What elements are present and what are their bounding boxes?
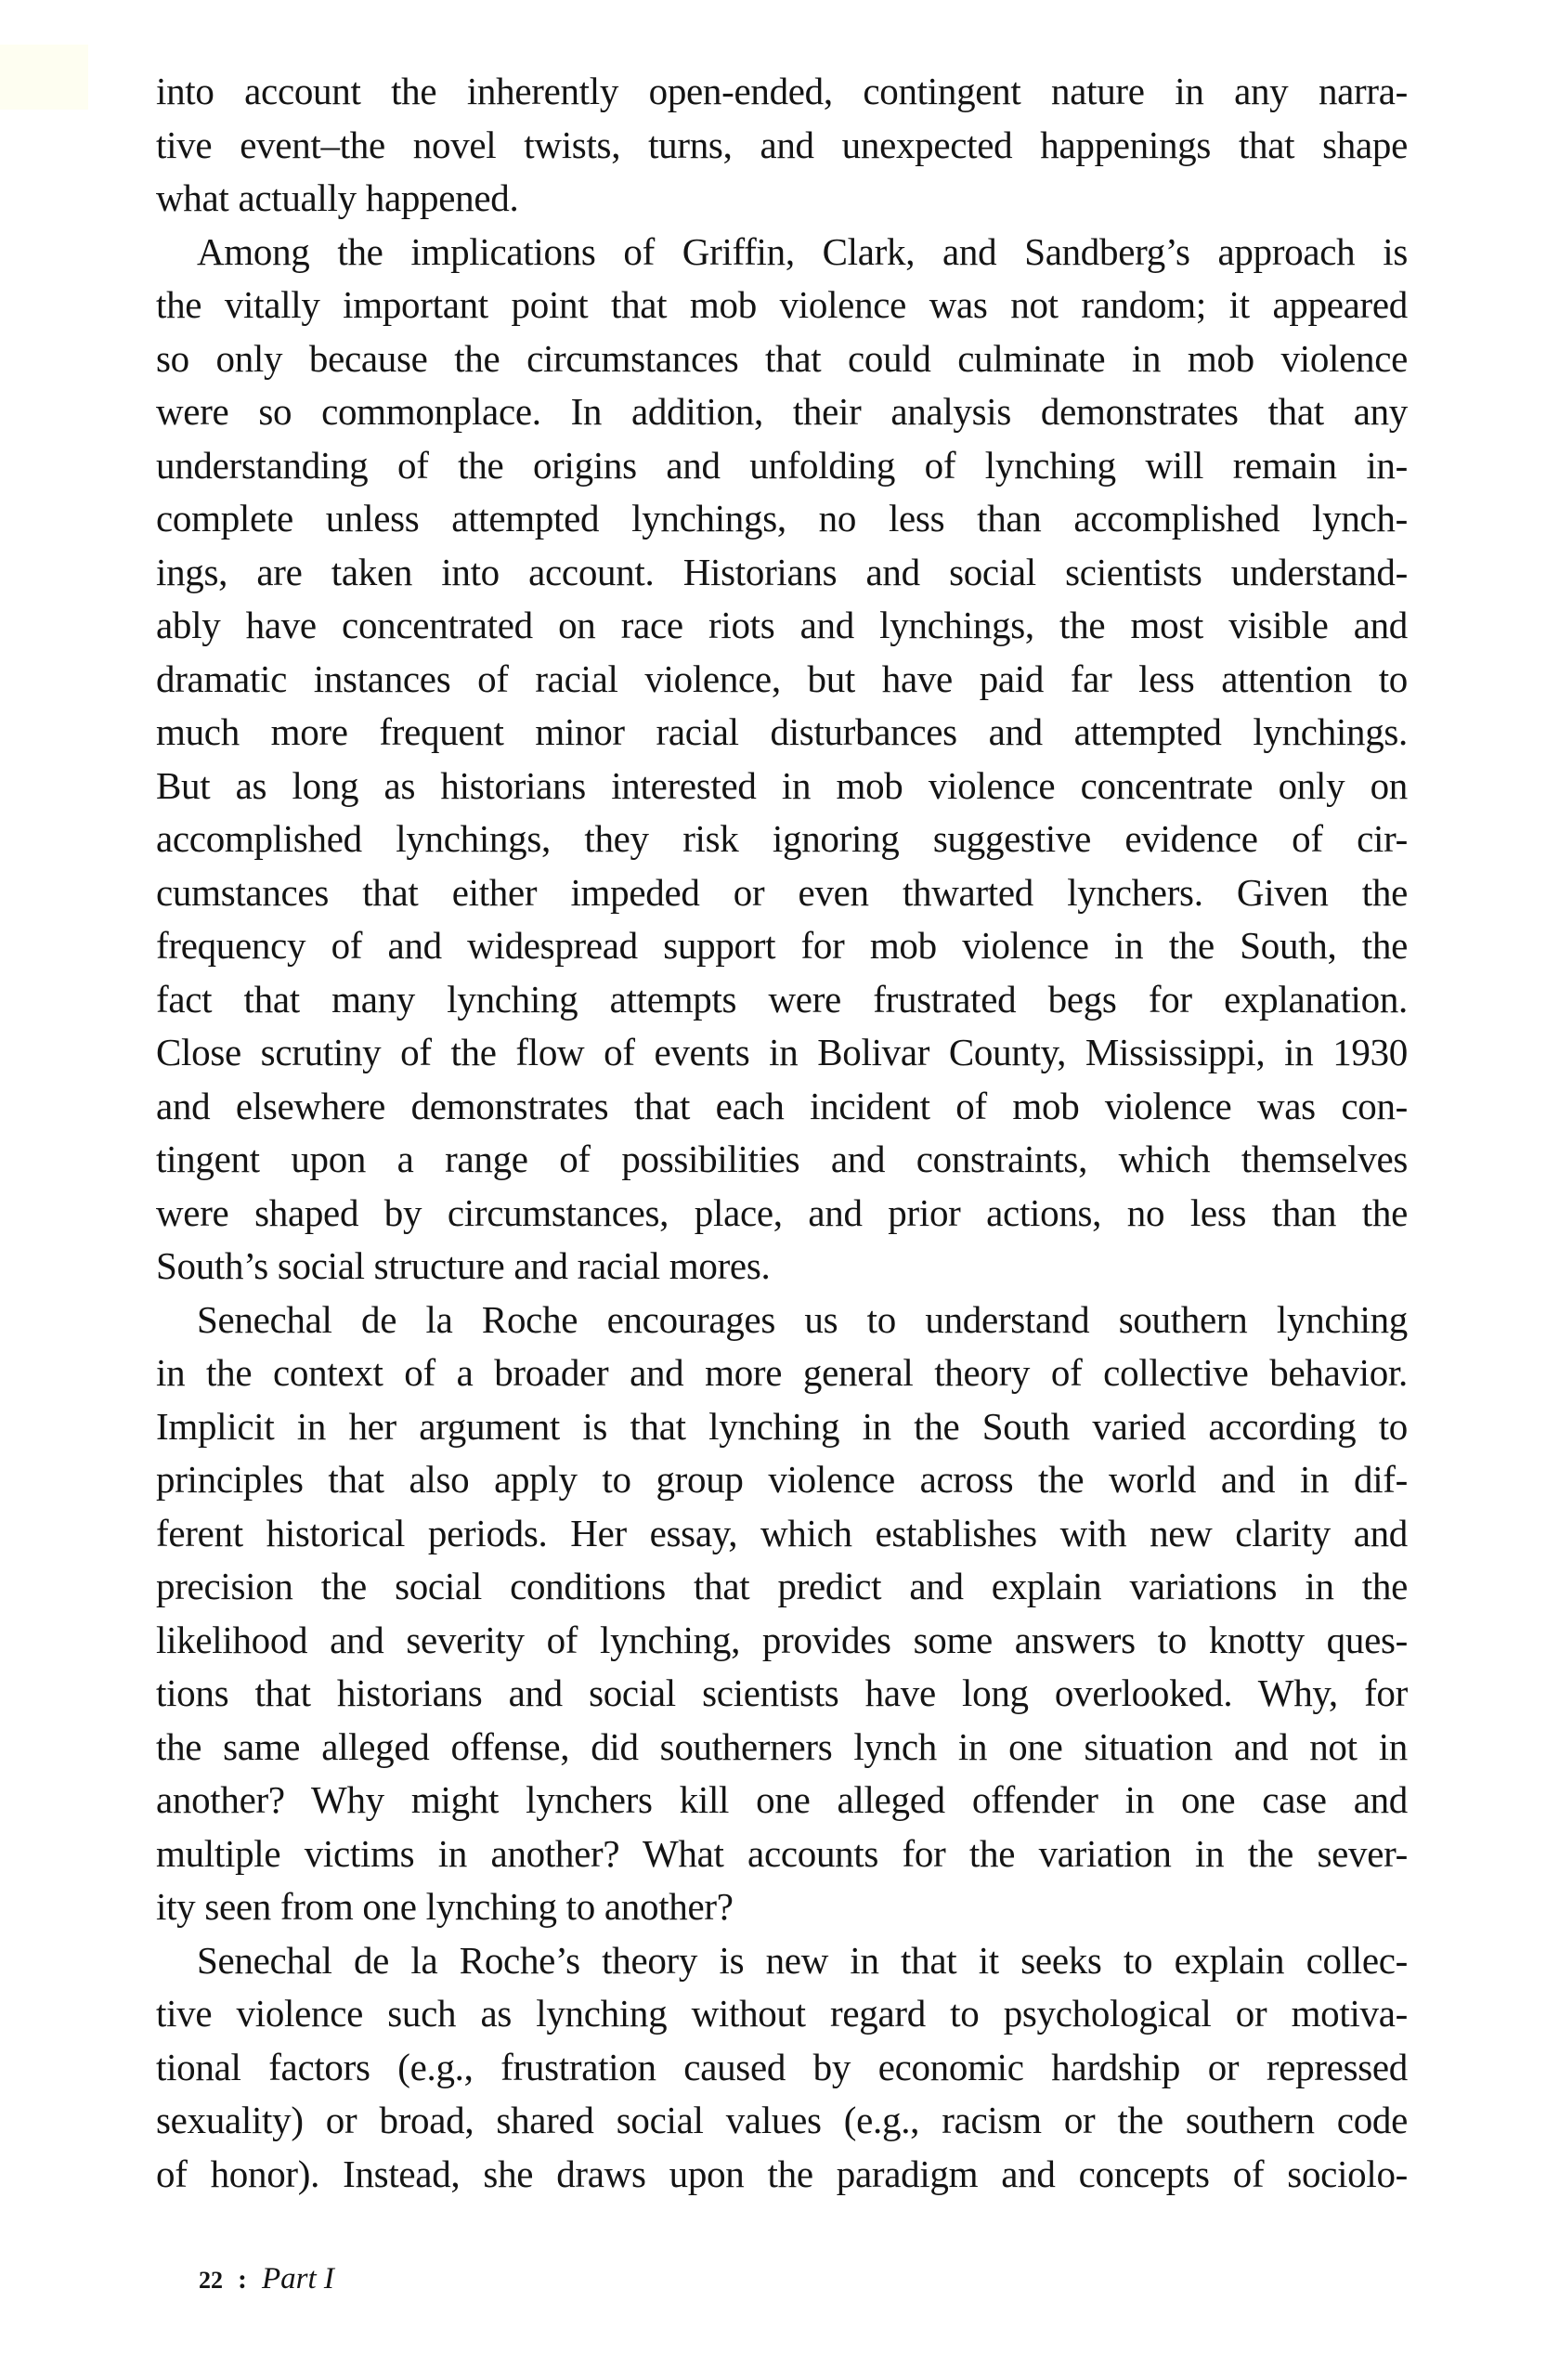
text-line: into account the inherently open-ended, contingent nature in any narra-	[156, 70, 1408, 112]
scan-edge-artifact	[0, 45, 88, 110]
text-line: tions that historians and social scientists have long overlooked. Why, for	[156, 1671, 1408, 1714]
text-line: tional factors (e.g., frustration caused by economic hardship or repressed	[156, 2045, 1408, 2088]
text-line: were so commonplace. In addition, their analysis demonstrates that any	[156, 390, 1408, 433]
text-line: ably have concentrated on race riots and lynchings, the most visible and	[156, 604, 1408, 646]
text-line: cumstances that either impeded or even thwarted lynchers. Given the	[156, 870, 1408, 914]
text-line: ings, are taken into account. Historians and social scientists understand-	[156, 550, 1408, 593]
text-line: much more frequent minor racial disturbances and attempted lynchings.	[156, 710, 1408, 753]
text-line: complete unless attempted lynchings, no less than accomplished lynch-	[156, 497, 1408, 540]
text-line: Senechal de la Roche encourages us to understand southern lynching	[197, 1297, 1408, 1341]
text-line: the same alleged offense, did southerners lynch in one situation and not in	[156, 1724, 1408, 1768]
text-line: likelihood and severity of lynching, provides some answers to knotty ques-	[156, 1618, 1408, 1661]
text-line: the vitally important point that mob violence was not random; it appeared	[156, 283, 1408, 326]
page-number: 22	[199, 2267, 223, 2294]
paragraph	[156, 1934, 1408, 2202]
text-line: tingent upon a range of possibilities and constraints, which themselves	[156, 1138, 1408, 1180]
paragraph	[156, 1294, 1408, 1934]
paragraph	[156, 226, 1408, 1294]
text-line: in the context of a broader and more general theory of collective behavior.	[156, 1351, 1408, 1394]
text-line: understanding of the origins and unfolding of lynching will remain in-	[156, 443, 1408, 487]
page-footer	[199, 2260, 334, 2299]
text-line: and elsewhere demonstrates that each incident of mob violence was con-	[156, 1084, 1408, 1127]
text-line: so only because the circumstances that could culminate in mob violence	[156, 336, 1408, 380]
body-text	[156, 65, 1408, 2201]
text-line: But as long as historians interested in mob violence concentrate only on	[156, 763, 1408, 807]
text-line: tive violence such as lynching without regard to psychological or motiva-	[156, 1992, 1408, 2035]
text-line: Implicit in her argument is that lynching in the South varied according to	[156, 1404, 1408, 1448]
text-line: were shaped by circumstances, place, and prior actions, no less than the	[156, 1190, 1408, 1234]
text-line: precision the social conditions that predict and explain variations in the	[156, 1565, 1408, 1607]
text-line: Close scrutiny of the flow of events in Bolivar County, Mississippi, in 1930	[156, 1031, 1408, 1073]
text-line: dramatic instances of racial violence, but have paid far less attention to	[156, 657, 1408, 700]
text-line: of honor). Instead, she draws upon the paradigm and concepts of sociolo-	[156, 2152, 1408, 2195]
text-line: South’s social structure and racial mores.	[156, 1244, 771, 1287]
text-line: fact that many lynching attempts were frustrated begs for explanation.	[156, 977, 1408, 1021]
folio-separator: :	[238, 2264, 247, 2295]
text-line: tive event–the novel twists, turns, and unexpected happenings that shape	[156, 123, 1408, 166]
section-title: Part I	[262, 2262, 334, 2295]
text-line: sexuality) or broad, shared social values (e.g., racism or the southern code	[156, 2099, 1408, 2141]
text-line: another? Why might lynchers kill one alleged offender in one case and	[156, 1778, 1408, 1821]
text-line: ity seen from one lynching to another?	[156, 1885, 734, 1928]
text-line: principles that also apply to group violence across the world and in dif-	[156, 1458, 1408, 1501]
paragraph	[156, 65, 1408, 226]
text-line: what actually happened.	[156, 176, 519, 219]
text-line: frequency of and widespread support for mob violence in the South, the	[156, 924, 1408, 967]
text-line: ferent historical periods. Her essay, which establishes with new clarity and	[156, 1511, 1408, 1554]
text-line: accomplished lynchings, they risk ignoring suggestive evidence of cir-	[156, 817, 1408, 860]
text-line: Among the implications of Griffin, Clark, and Sandberg’s approach is	[197, 229, 1408, 273]
text-line: multiple victims in another? What accounts for the variation in the sever-	[156, 1831, 1408, 1875]
text-line: Senechal de la Roche’s theory is new in that it seeks to explain collec-	[197, 1938, 1408, 1982]
